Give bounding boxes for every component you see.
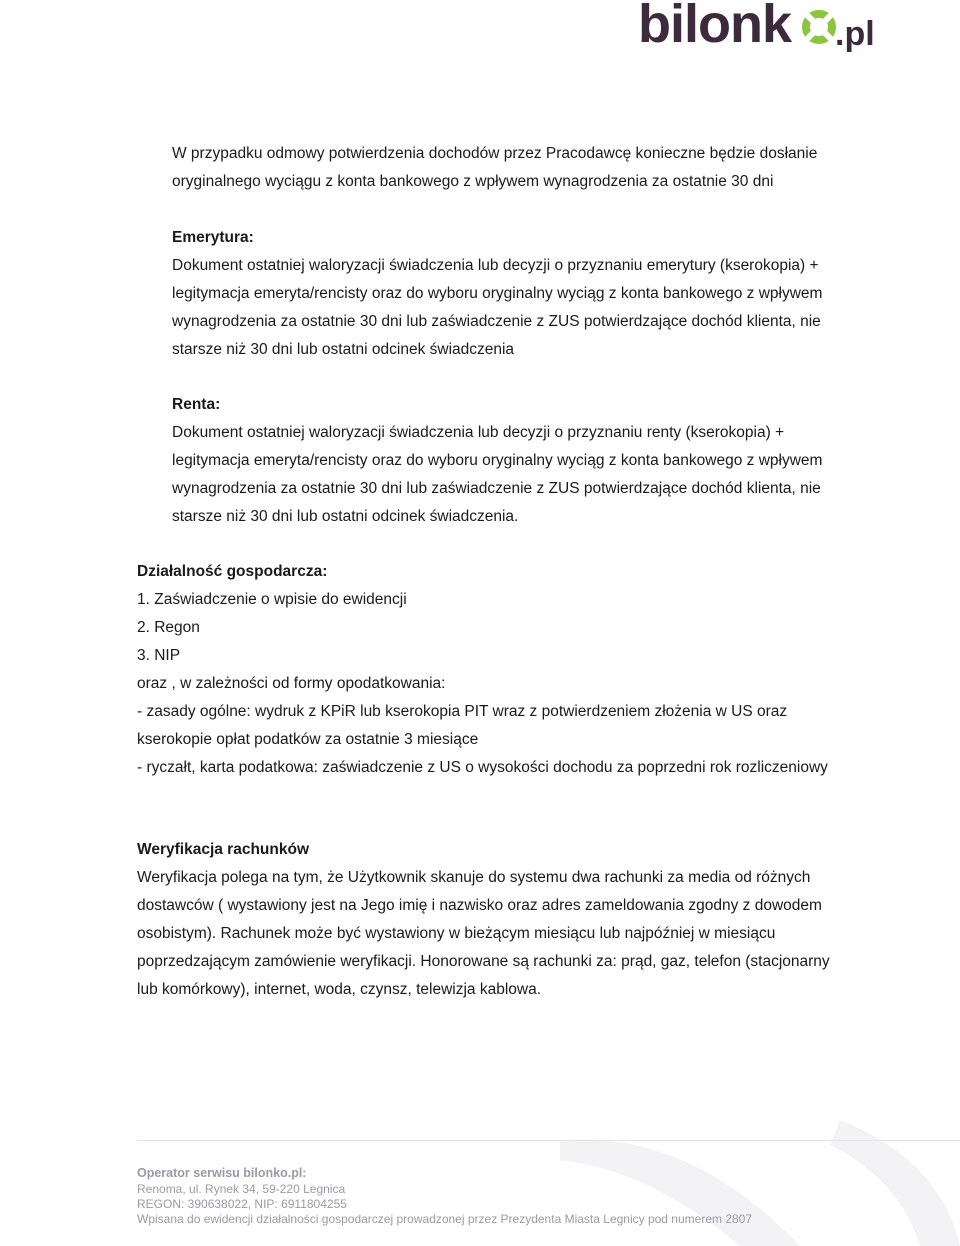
emerytura-line: starsze niż 30 dni lub ostatni odcinek świadczenia xyxy=(172,341,515,358)
dzialalnosc-line: - zasady ogólne: wydruk z KPiR lub kserokopia PIT wraz z potwierdzeniem złożenia w US oraz xyxy=(137,703,788,720)
bilonko-logo xyxy=(638,0,878,60)
logo-o-ring-icon xyxy=(801,9,837,45)
intro-line: oryginalnego wyciągu z konta bankowego z wpływem wynagrodzenia za ostatnie 30 dni xyxy=(172,173,774,190)
logo-text: bilonk xyxy=(638,0,791,54)
emerytura-line: wynagrodzenia za ostatnie 30 dni lub zaświadczenie z ZUS potwierdzające dochód klienta, nie xyxy=(172,313,821,330)
dzialalnosc-line: - ryczałt, karta podatkowa: zaświadczenie z US o wysokości dochodu za poprzedni rok rozliczeniowy xyxy=(137,759,828,776)
footer-regon-nip: REGON: 390638022, NIP: 6911804255 xyxy=(137,1197,347,1211)
renta-line: legitymacja emeryta/rencisty oraz do wyboru oryginalny wyciąg z konta bankowego z wpływem xyxy=(172,452,823,469)
footer-address: Renoma, ul. Rynek 34, 59-220 Legnica xyxy=(137,1182,346,1196)
renta-line: starsze niż 30 dni lub ostatni odcinek świadczenia. xyxy=(172,508,519,525)
renta-line: wynagrodzenia za ostatnie 30 dni lub zaświadczenie z ZUS potwierdzające dochód klienta, nie xyxy=(172,480,821,497)
emerytura-line: legitymacja emeryta/rencisty oraz do wyboru oryginalny wyciąg z konta bankowego z wpływem xyxy=(172,285,823,302)
dzialalnosc-line: oraz , w zależności od formy opodatkowania: xyxy=(137,675,446,692)
footer-registry: Wpisana do ewidencji działalności gospodarczej prowadzonej przez Prezydenta Miasta Legnicy pod numerem 2807 xyxy=(137,1212,753,1226)
dzialalnosc-line: kserokopie opłat podatków za ostatnie 3 miesiące xyxy=(137,731,479,748)
dzialalnosc-heading: Działalność gospodarcza: xyxy=(137,563,328,580)
footer-divider xyxy=(137,1140,960,1141)
renta-heading: Renta: xyxy=(172,396,221,413)
renta-line: Dokument ostatniej waloryzacji świadczenia lub decyzji o przyznaniu renty (kserokopia) + xyxy=(172,424,785,441)
dzialalnosc-line: 2. Regon xyxy=(137,619,200,636)
dzialalnosc-line: 3. NIP xyxy=(137,647,181,664)
footer-title: Operator serwisu bilonko.pl: xyxy=(137,1166,307,1180)
intro-line: W przypadku odmowy potwierdzenia dochodów przez Pracodawcę konieczne będzie dosłanie xyxy=(172,145,818,162)
emerytura-heading: Emerytura: xyxy=(172,229,254,246)
logo-suffix: .pl xyxy=(835,15,875,53)
dzialalnosc-line: 1. Zaświadczenie o wpisie do ewidencji xyxy=(137,591,407,608)
weryfikacja-line: poprzedzającym zamówienie weryfikacji. Honorowane są rachunki za: prąd, gaz, telefon (stacjonarny xyxy=(137,953,830,970)
weryfikacja-heading: Weryfikacja rachunków xyxy=(137,841,310,858)
weryfikacja-line: Weryfikacja polega na tym, że Użytkownik skanuje do systemu dwa rachunki za media od różnych xyxy=(137,869,811,886)
weryfikacja-line: lub komórkowy), internet, woda, czynsz, telewizja kablowa. xyxy=(137,981,542,998)
weryfikacja-line: osobistym). Rachunek może być wystawiony w bieżącym miesiącu lub najpóźniej w miesiącu xyxy=(137,925,776,942)
emerytura-line: Dokument ostatniej waloryzacji świadczenia lub decyzji o przyznaniu emerytury (kserokopia) + xyxy=(172,257,819,274)
weryfikacja-line: dostawców ( wystawiony jest na Jego imię i nazwisko oraz adres zameldowania zgodny z dowodem xyxy=(137,897,822,914)
